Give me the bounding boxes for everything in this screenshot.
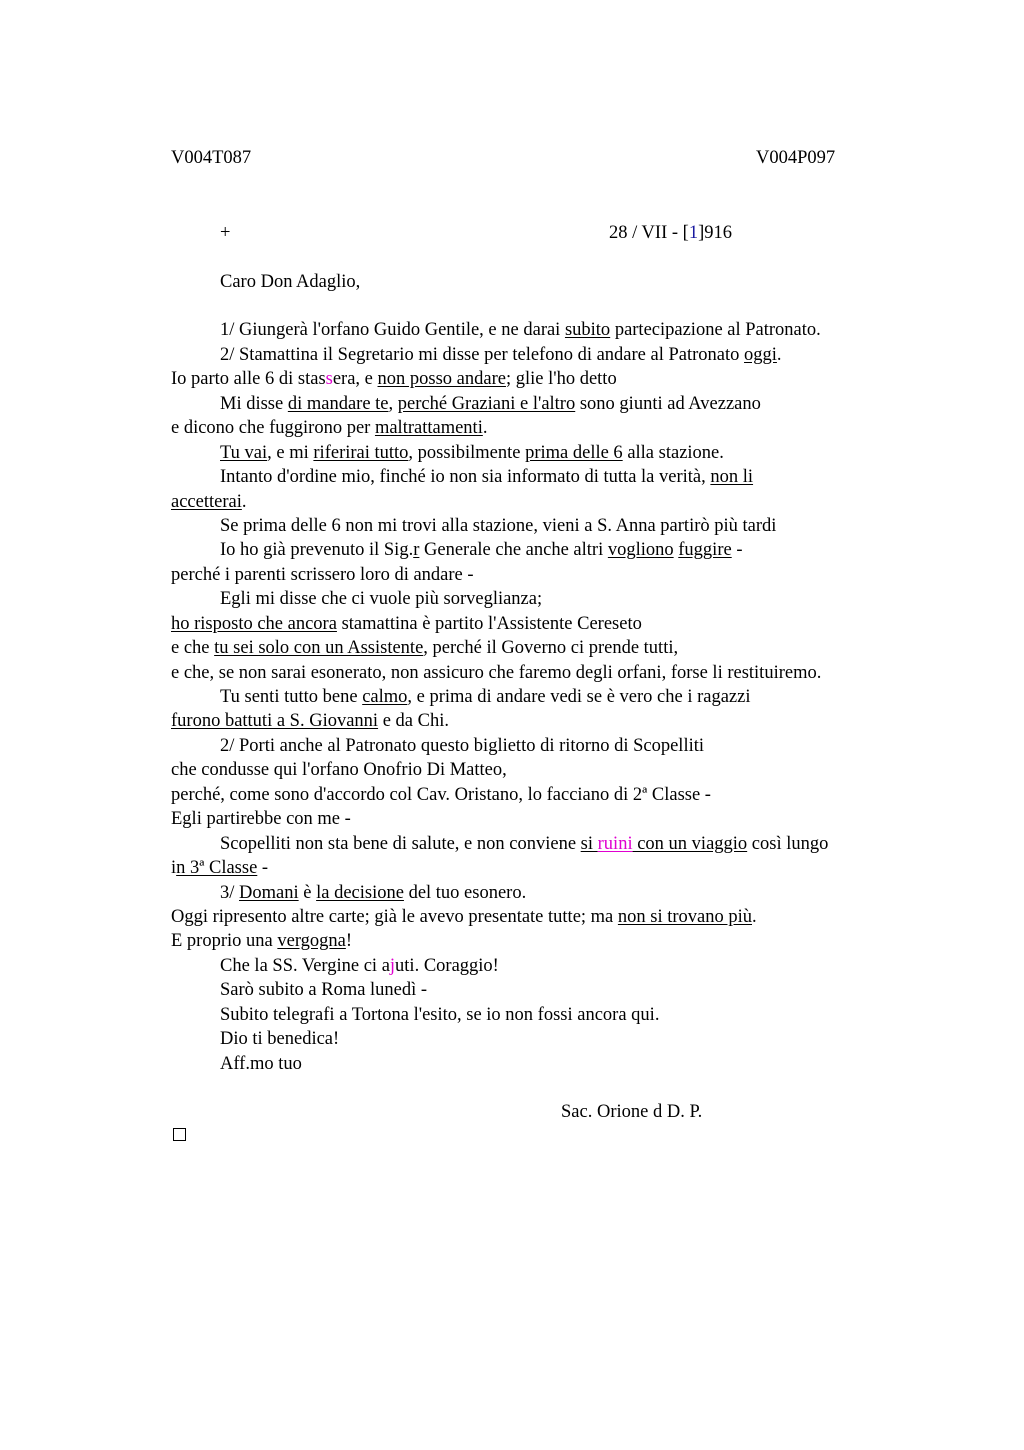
letter-line-21: Egli partirebbe con me - — [171, 809, 351, 829]
letter-line-29: Subito telegrafi a Tortona l'esito, se io non fossi ancora qui. — [220, 1005, 660, 1025]
letter-line-5: e dicono che fuggirono per maltrattamenti. — [171, 418, 488, 438]
letter-line-11: perché i parenti scrissero loro di andare - — [171, 565, 474, 585]
letter-line-7: Intanto d'ordine mio, finché io non sia informato di tutta la verità, non li — [220, 467, 754, 487]
letter-line-18: 2/ Porti anche al Patronato questo biglietto di ritorno di Scopelliti — [220, 736, 705, 756]
letter-line-3: Io parto alle 6 di stassera, e non posso andare; glie l'ho detto — [171, 369, 617, 389]
letter-line-12: Egli mi disse che ci vuole più sorveglianza; — [220, 589, 543, 609]
letter-line-6: Tu vai, e mi riferirai tutto, possibilmente prima delle 6 alla stazione. — [220, 443, 724, 463]
empty-square-icon — [173, 1128, 186, 1141]
letter-line-24: 3/ Domani è la decisione del tuo esonero. — [220, 883, 527, 903]
letter-line-26: E proprio una vergogna! — [171, 931, 353, 951]
salutation: Caro Don Adaglio, — [220, 272, 361, 292]
closing-line: Aff.mo tuo — [220, 1054, 302, 1074]
letter-line-30: Dio ti benedica! — [220, 1029, 340, 1049]
letter-line-13: ho risposto che ancora stamattina è partito l'Assistente Cereseto — [171, 614, 642, 634]
document-code-left: V004T087 — [171, 148, 252, 168]
date-line: 28 / VII - [1]916 — [609, 223, 732, 243]
signature: Sac. Orione d D. P. — [561, 1102, 703, 1122]
date-editorial-digit: 1 — [688, 223, 699, 243]
letter-line-27: Che la SS. Vergine ci ajuti. Coraggio! — [220, 956, 499, 976]
letter-line-14: e che tu sei solo con un Assistente, perché il Governo ci prende tutti, — [171, 638, 679, 658]
letter-line-8: accetterai. — [171, 492, 247, 512]
letter-line-20: perché, come sono d'accordo col Cav. Oristano, lo facciano di 2ª Classe - — [171, 785, 711, 805]
letter-line-1: 1/ Giungerà l'orfano Guido Gentile, e ne darai subito partecipazione al Patronato. — [220, 320, 821, 340]
letter-line-23: in 3ª Classe - — [171, 858, 269, 878]
letter-line-2: 2/ Stamattina il Segretario mi disse per telefono di andare al Patronato oggi. — [220, 345, 782, 365]
letter-line-16: Tu senti tutto bene calmo, e prima di andare vedi se è vero che i ragazzi — [220, 687, 751, 707]
letter-line-19: che condusse qui l'orfano Onofrio Di Matteo, — [171, 760, 507, 780]
letter-line-15: e che, se non sarai esonerato, non assicuro che faremo degli orfani, forse li restituiremo. — [171, 663, 822, 683]
document-code-right: V004P097 — [756, 148, 836, 168]
letter-line-17: furono battuti a S. Giovanni e da Chi. — [171, 711, 449, 731]
letter-line-10: Io ho già prevenuto il Sig.r Generale che anche altri vogliono fuggire - — [220, 540, 743, 560]
letter-line-28: Sarò subito a Roma lunedì - — [220, 980, 428, 1000]
cross-mark: + — [220, 223, 231, 243]
letter-line-22: Scopelliti non sta bene di salute, e non conviene si ruini con un viaggio così lungo — [220, 834, 829, 854]
letter-line-9: Se prima delle 6 non mi trovi alla stazione, vieni a S. Anna partirò più tardi — [220, 516, 777, 536]
letter-line-25: Oggi ripresento altre carte; già le avevo presentate tutte; ma non si trovano più. — [171, 907, 757, 927]
letter-line-4: Mi disse di mandare te, perché Graziani e l'altro sono giunti ad Avezzano — [220, 394, 761, 414]
